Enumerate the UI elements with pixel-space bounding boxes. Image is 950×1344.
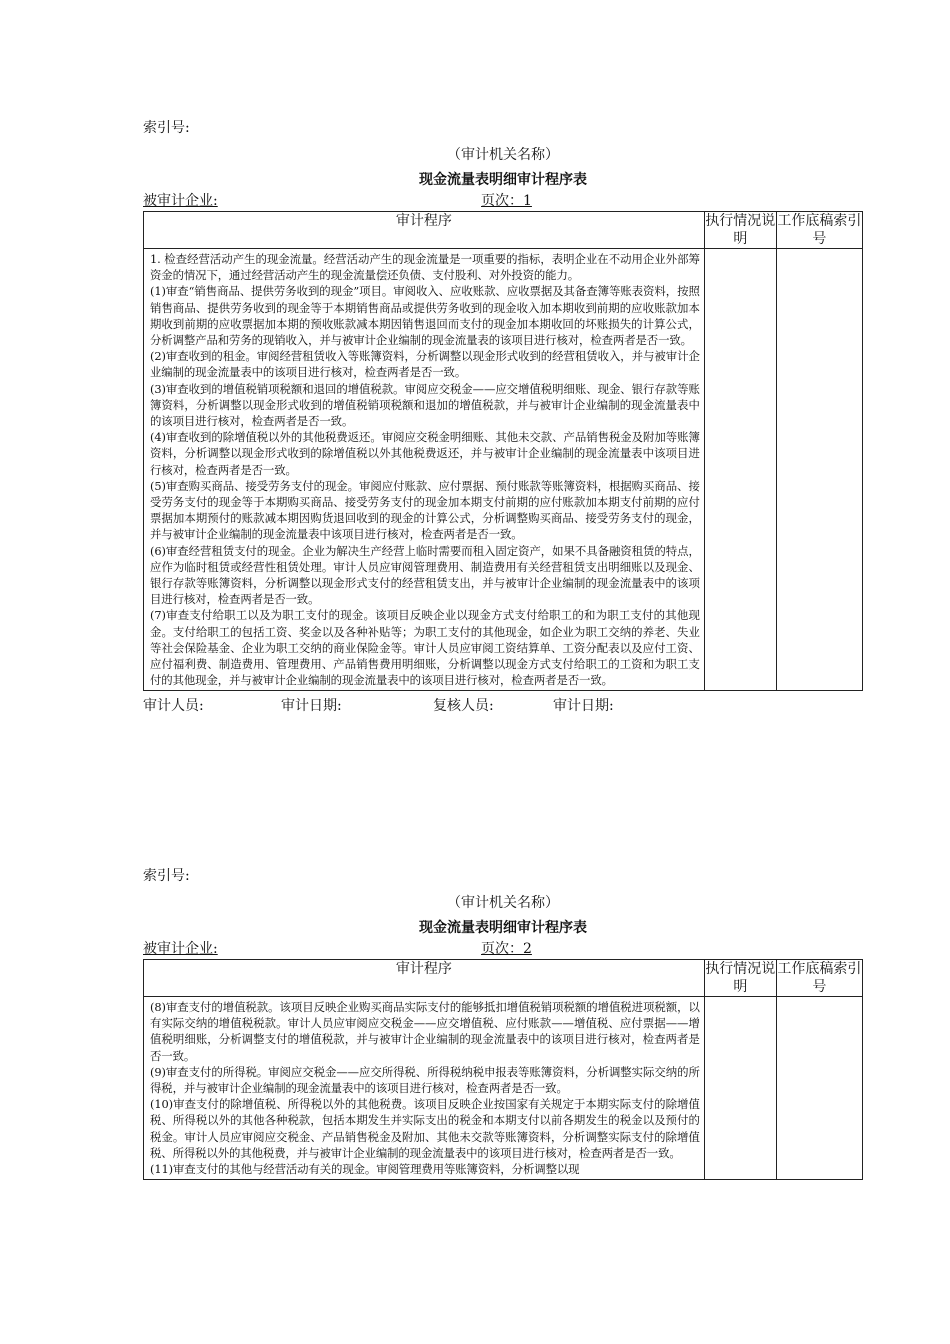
procedure-cell	[144, 249, 705, 691]
procedure-paragraph: (3)审查收到的增值税销项税额和退回的增值税款。审阅应交税金——应交增值税明细账、现金、银行存款等账簿资料，分析调整以现金形式收到的增值税销项税额和退加的增值税款，并与被审计企业编制的现金流量表中的该项目进行核对，检查两者是否一致。	[150, 381, 700, 429]
index-number-label: 索引号:	[143, 120, 190, 136]
execution-notes-cell[interactable]	[704, 997, 776, 1180]
workpaper-index-cell[interactable]	[776, 249, 862, 691]
audited-company-label: 被审计企业:	[143, 941, 218, 957]
procedure-paragraph: (4)审查收到的除增值税以外的其他税费返还。审阅应交税金明细账、其他未交款、产品销售税金及附加等账簿资料，分析调整以现金形式收到的除增值税以外其他税费返还，并与被审计企业编制的现金流量表中该项目进行核对，检查两者是否一致。	[150, 430, 700, 477]
meta-row	[143, 191, 863, 211]
procedure-paragraph: (1)审查“销售商品、提供劳务收到的现金”项目。审阅收入、应收账款、应收票据及其备查簿等账表资料，按照销售商品、提供劳务收到的现金等于本期销售商品或提供劳务收到的现金收入加本期收到前期的应收账款加本期收到前期的应收票据加本期的预收账款减本期因销售退回而支付的现金加本期收回的坏账损失的计算公式，分析调整产品和劳务的现销收入，并与被审计企业编制的现金流量表的该项目进行核对，检查两者是否一致。	[150, 284, 700, 348]
table-row	[144, 997, 863, 1180]
table-row	[144, 249, 863, 691]
workpaper-index-header: 工作底稿索引号	[777, 213, 862, 247]
table-header-row	[144, 212, 863, 249]
execution-notes-cell[interactable]	[704, 249, 776, 691]
program-sheet-page-1	[143, 118, 863, 717]
procedure-paragraph: (11)审查支付的其他与经营活动有关的现金。审阅管理费用等账簿资料，分析调整以现	[150, 1162, 580, 1177]
audit-date-label: 审计日期:	[281, 698, 342, 715]
execution-notes-header: 执行情况说明	[705, 213, 776, 247]
signature-row	[143, 695, 863, 717]
procedure-cell	[144, 997, 705, 1180]
procedure-table	[143, 959, 863, 1180]
procedure-paragraph: (8)审查支付的增值税款。该项目反映企业购买商品实际支付的能够抵扣增值税销项税额的增值税进项税额，以有实际交纳的增值税税款。审计人员应审阅应交税金——应交增值税、应付账款——增值税、应付票据——增值税明细账，分析调整支付的增值税款，并与被审计企业编制的现金流量表中的该项目进行核对，检查两者是否一致。	[150, 1000, 700, 1063]
page-number: 页次：2	[481, 941, 532, 957]
procedure-paragraph: (2)审查收到的租金。审阅经营租赁收入等账簿资料，分析调整以现金形式收到的经营租赁收入，并与被审计企业编制的现金流量表中的该项目进行核对，检查两者是否一致。	[150, 349, 700, 380]
index-number-label: 索引号:	[143, 868, 190, 884]
document-title: 现金流量表明细审计程序表	[419, 172, 587, 188]
execution-notes-header: 执行情况说明	[705, 961, 776, 995]
procedure-paragraph: (6)审查经营租赁支付的现金。企业为解决生产经营上临时需要而租入固定资产，如果不具备融资租赁的特点，应作为临时租赁或经营性租赁处理。审计人员应审阅管理费用、制造费用有关经营租赁支出明细账以及现金、银行存款等账簿资料，分析调整以现金形式支付的经营租赁支出，并与被审计企业编制的现金流量表中的该项目进行核对，检查两者是否一致。	[150, 543, 700, 607]
program-sheet-page-2	[143, 866, 863, 1180]
reviewer-label: 复核人员:	[433, 698, 494, 715]
procedure-paragraph: (7)审查支付给职工以及为职工支付的现金。该项目反映企业以现金方式支付给职工的和为职工支付的其他现金。支付给职工的包括工资、奖金以及各种补贴等；为职工支付的其他现金，如企业为职工交纳的养老、失业等社会保险基金、企业为职工交纳的商业保险金等。审计人员应审阅工资结算单、工资分配表以及应付工资、应付福利费、制造费用、管理费用、产品销售费用明细账，分析调整以现金方式支付给职工的工资和为职工支付的其他现金，并与被审计企业编制的现金流量表中的该项目进行核对，检查两者是否一致。	[150, 608, 700, 688]
procedure-header: 审计程序	[144, 960, 705, 997]
audited-company-label: 被审计企业:	[143, 193, 218, 209]
procedure-paragraph: (5)审查购买商品、接受劳务支付的现金。审阅应付账款、应付票据、预付账款等账簿资料，根据购买商品、接受劳务支付的现金等于本期购买商品、接受劳务支付的现金加本期支付前期的应付账款加本期支付前期的应付票据加本期预付的账款减本期因购货退回收到的现金的计算公式，分析调整购买商品、接受劳务支付的现金，并与被审计企业编制的现金流量表中该项目进行核对，检查两者是否一致。	[150, 478, 700, 542]
procedure-table	[143, 211, 863, 691]
page-number: 页次：1	[481, 193, 532, 209]
meta-row	[143, 939, 863, 959]
workpaper-index-header: 工作底稿索引号	[777, 961, 862, 995]
table-header-row	[144, 960, 863, 997]
procedure-paragraph: (9)审查支付的所得税。审阅应交税金——应交所得税、所得税纳税申报表等账簿资料，分析调整实际交纳的所得税，并与被审计企业编制的现金流量表中的该项目进行核对，检查两者是否一致。	[150, 1064, 700, 1096]
procedure-header: 审计程序	[144, 212, 705, 249]
audit-authority-name: （审计机关名称）	[447, 147, 559, 163]
workpaper-index-cell[interactable]	[776, 997, 862, 1180]
audit-authority-name: （审计机关名称）	[447, 895, 559, 911]
review-date-label: 审计日期:	[553, 698, 614, 715]
procedure-paragraph: (10)审查支付的除增值税、所得税以外的其他税费。该项目反映企业按国家有关规定于本期实际支付的除增值税、所得税以外的其他各种税款，包括本期发生并实际支出的税金和本期支付以前各期发生的税金以及预付的税金。审计人员应审阅应交税金、产品销售税金及附加、其他未交款等账簿资料，分析调整实际支付的除增值税、所得税以外的其他税费，并与被审计企业编制的现金流量表中的该项目进行核对，检查两者是否一致。	[150, 1097, 700, 1160]
procedure-paragraph: 1. 检查经营活动产生的现金流量。经营活动产生的现金流量是一项重要的指标，表明企业在不动用企业外部筹资金的情况下，通过经营活动产生的现金流量偿还负债、支付股利、对外投资的能力。	[150, 252, 700, 283]
auditor-label: 审计人员:	[143, 698, 204, 715]
document-title: 现金流量表明细审计程序表	[419, 920, 587, 936]
